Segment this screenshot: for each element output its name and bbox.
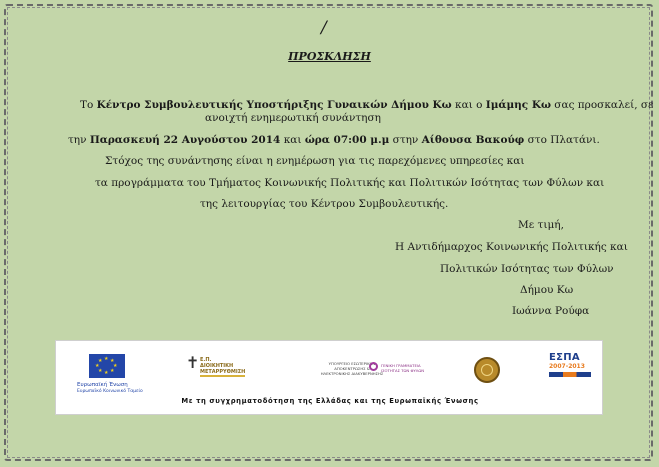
body-line-1: Το Κέντρο Συμβουλευτικής Υποστήριξης Γυναικών Δήμου Κω και ο Ιμάμης Κω σας προσκαλεί, σε [80, 99, 654, 111]
eu-name: Ευρωπαϊκή Ένωση [77, 382, 128, 388]
center-name: Κέντρο Συμβουλευτικής Υποστήριξης Γυναικών Δήμου Κω [96, 99, 452, 111]
body-line-4: Στόχος της συνάντησης είναι η ενημέρωση για τις παρεχόμενες υπηρεσίες και [105, 155, 525, 167]
ministry-logo: ΥΠΟΥΡΓΕΙΟ ΕΣΩΤΕΡΙΚΩΝ ΑΠΟΚΕΝΤΡΩΣΗΣ & ΗΛΕΚΤΡΟΝΙΚΗΣ ΔΙΑΚΥΒΕΡΝΗΣΗΣ [320, 361, 384, 376]
event-date: Παρασκευή 22 Αυγούστου 2014 [89, 134, 281, 146]
event-venue: Αίθουσα Βακούφ [421, 134, 525, 146]
signature-name: Ιωάννα Ρούφα [512, 305, 590, 317]
signature-municipality: Δήμου Κω [520, 284, 574, 296]
event-time: ώρα 07:00 μ.μ [304, 134, 390, 146]
cofunding-statement: Με τη συγχρηματοδότηση της Ελλάδας και της Ευρωπαϊκής Ένωσης [181, 397, 479, 405]
signature-role-1: Η Αντιδήμαρχος Κοινωνικής Πολιτικής και [395, 241, 628, 253]
eu-logo [77, 354, 143, 394]
admin-reform-logo: Ε.Π. ΔΙΟΙΚΗΤΙΚΗ ΜΕΤΑΡΡΥΘΜΙΣΗ [200, 357, 246, 375]
body-line-6: της λειτουργίας του Κέντρου Συμβουλευτικής. [200, 198, 449, 210]
eu-fund-name: Ευρωπαϊκό Κοινωνικό Ταμείο [77, 389, 143, 394]
invitation-title: ΠΡΟΣΚΛΗΣΗ [288, 50, 371, 63]
municipality-seal-icon [474, 357, 500, 383]
gender-equality-icon [369, 362, 378, 371]
signature-greeting: Με τιμή, [518, 219, 564, 231]
body-line-3: την Παρασκευή 22 Αυγούστου 2014 και ώρα 07:00 μ.μ στην Αίθουσα Βακούφ στο Πλατάνι. [68, 134, 600, 146]
top-mark: / [321, 18, 327, 38]
signature-role-2: Πολιτικών Ισότητας των Φύλων [440, 263, 614, 275]
body-line-2: ανοιχτή ενημερωτική συνάντηση [205, 112, 381, 124]
imam-name: Ιμάμης Κω [485, 99, 551, 111]
gender-equality-logo: ΓΕΝΙΚΗ ΓΡΑΜΜΑΤΕΙΑ ΙΣΟΤΗΤΑΣ ΤΩΝ ΦΥΛΩΝ [381, 363, 425, 373]
eu-flag-icon: ★ ★ ★ ★ ★ ★ ★ ★ [89, 354, 125, 378]
espa-logo: ΕΣΠΑ 2007-2013 [549, 352, 591, 377]
body-line-5: τα προγράμματα του Τμήματος Κοινωνικής Πολιτικής και Πολιτικών Ισότητας των Φύλων και [95, 177, 605, 189]
espa-stripes [549, 372, 591, 377]
cross-icon: ✝ [186, 353, 200, 372]
sponsor-banner [55, 340, 603, 415]
